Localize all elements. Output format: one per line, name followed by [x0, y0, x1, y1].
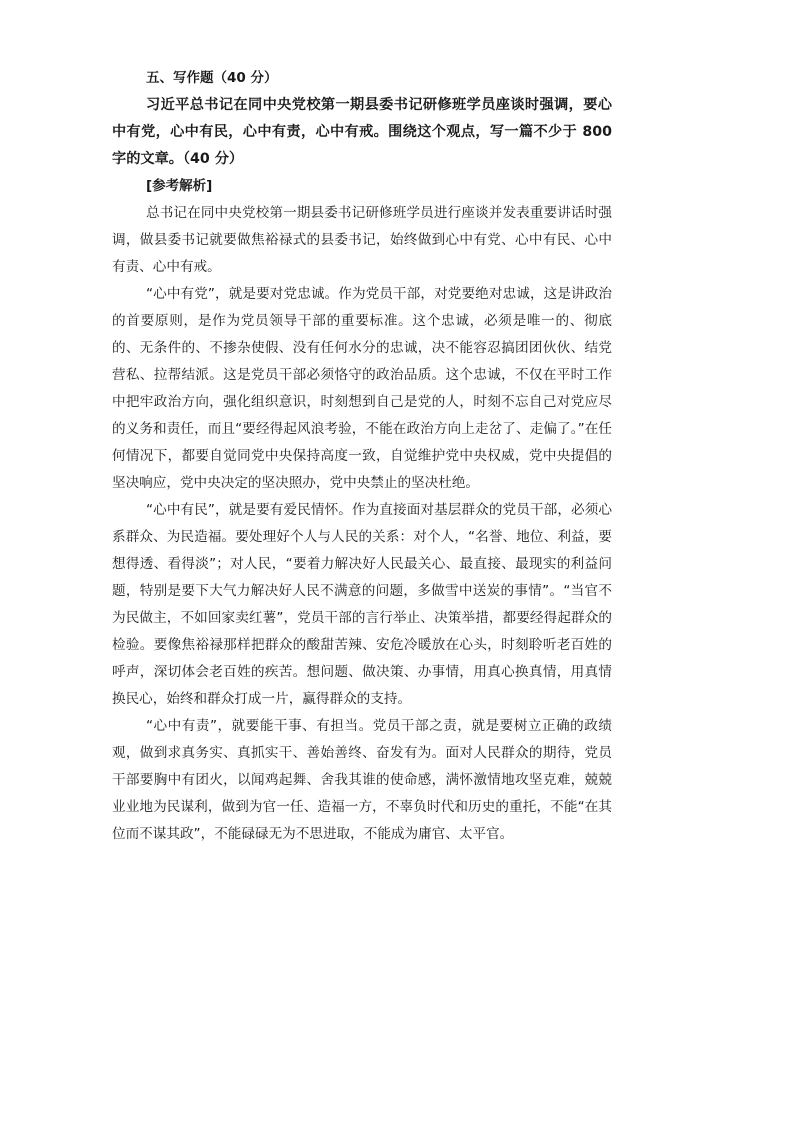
document-page: [112, 64, 612, 848]
paragraph-responsibility: “心中有责”，就要能干事、有担当。党员干部之责，就是要树立正确的政绩观，做到求真务实、真抓实干、善始善终、奋发有为。面对人民群众的期待，党员干部要胸中有团火，以闻鸡起舞、舍我其谁的使命感，满怀激情地攻坚克难，兢兢业业地为民谋利，做到为官一任、造福一方，不辜负时代和历史的重托，不能“在其位而不谋其政”，不能碌碌无为不思进取，不能成为庸官、太平官。: [112, 718, 612, 842]
essay-question: 习近平总书记在同中央党校第一期县委书记研修班学员座谈时强调，要心中有党，心中有民，心中有责，心中有戒。围绕这个观点，写一篇不少于 800 字的文章。（40 分）: [112, 97, 612, 167]
section-title: 五、写作题（40 分）: [146, 70, 278, 86]
paragraph-party: “心中有党”，就是要对党忠诚。作为党员干部，对党要绝对忠诚，这是讲政治的首要原则，是作为党员领导干部的重要标准。这个忠诚，必须是唯一的、彻底的、无条件的、不掺杂使假、没有任何水分的忠诚，决不能容忍搞团团伙伙、结党营私、拉帮结派。这是党员干部必须恪守的政治品质。这个忠诚，不仅在平时工作中把牢政治方向，强化组织意识，时刻想到自己是党的人，时刻不忘自己对党应尽的义务和责任，而且“要经得起风浪考验，不能在政治方向上走岔了、走偏了。”在任何情况下，都要自觉同党中央保持高度一致，自觉维护党中央权威，党中央提倡的坚决响应，党中央决定的坚决照办，党中央禁止的坚决杜绝。: [112, 286, 612, 491]
paragraph-people: “心中有民”，就是要有爱民情怀。作为直接面对基层群众的党员干部，必须心系群众、为民造福。要处理好个人与人民的关系：对个人，“名誉、地位、利益，要想得透、看得淡”；对人民，“要着力解决好人民最关心、最直接、最现实的利益问题，特别是要下大气力解决好人民不满意的问题，多做雪中送炭的事情”。“当官不为民做主，不如回家卖红薯”，党员干部的言行举止、决策举措，都要经得起群众的检验。要像焦裕禄那样把群众的酸甜苦辣、安危冷暖放在心头，时刻聆听老百姓的呼声，深切体会老百姓的疾苦。想问题、做决策、办事情，用真心换真情，用真情换民心，始终和群众打成一片，赢得群众的支持。: [112, 502, 612, 707]
paragraph-intro: 总书记在同中央党校第一期县委书记研修班学员进行座谈并发表重要讲话时强调，做县委书记就要做焦裕禄式的县委书记，始终做到心中有党、心中有民、心中有责、心中有戒。: [112, 205, 612, 275]
reference-analysis-title: [参考解析]: [146, 178, 213, 194]
